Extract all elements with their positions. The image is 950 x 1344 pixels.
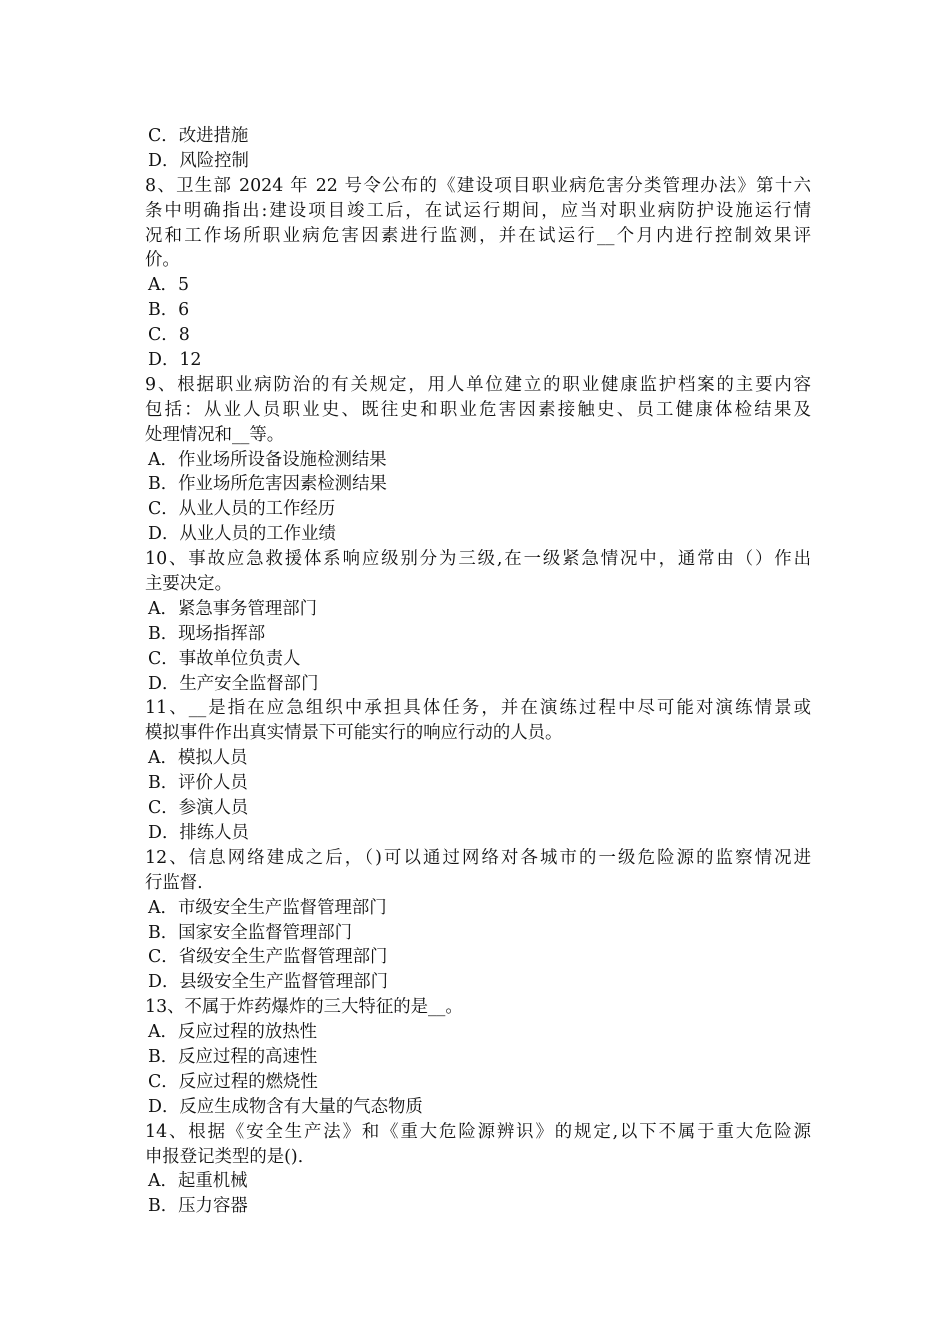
answer-option: C．反应过程的燃烧性 [148,1071,318,1092]
answer-option: B．压力容器 [148,1196,248,1217]
answer-option: C．8 [148,325,190,346]
answer-option: D．县级安全生产监督管理部门 [148,972,389,993]
question-text-line: 8、卫生部 2024 年 22 号令公布的《建设项目职业病危害分类管理办法》第十六 [145,175,811,196]
answer-option: D．生产安全监督部门 [148,673,319,694]
question-text-line: 行监督. [145,872,203,893]
answer-option: C．省级安全生产监督管理部门 [148,947,388,968]
answer-option: B．6 [148,300,190,321]
answer-option: C．参演人员 [148,798,249,819]
answer-option: B．作业场所危害因素检测结果 [148,474,387,495]
answer-option: D．反应生成物含有大量的气态物质 [148,1096,423,1117]
question-text-line: 11、__是指在应急组织中承担具体任务，并在演练过程中尽可能对演练情景或 [145,698,811,719]
answer-option: A．5 [148,275,190,296]
answer-option: A．模拟人员 [148,748,248,769]
answer-option: B．国家安全监督管理部门 [148,922,353,943]
answer-option: A．紧急事务管理部门 [148,598,318,619]
question-text-line: 包括：从业人员职业史、既往史和职业危害因素接触史、员工健康体检结果及 [145,399,811,420]
answer-option: A．起重机械 [148,1171,248,1192]
answer-option: A．作业场所设备设施检测结果 [148,449,387,470]
question-text-line: 13、不属于炸药爆炸的三大特征的是__。 [145,997,463,1018]
answer-option: D．12 [148,350,202,371]
question-text-line: 处理情况和__等。 [145,424,285,445]
question-text-line: 条中明确指出:建设项目竣工后，在试运行期间，应当对职业病防护设施运行情 [145,200,811,221]
question-text-line: 12、信息网络建成之后，（)可以通过网络对各城市的一级危险源的监察情况进 [145,847,811,868]
answer-option: B．现场指挥部 [148,623,266,644]
answer-option: C．事故单位负责人 [148,648,301,669]
answer-option: D．排练人员 [148,822,249,843]
answer-option: B．反应过程的高速性 [148,1046,318,1067]
answer-option: D．风险控制 [148,150,249,171]
question-text-line: 申报登记类型的是()． [145,1146,316,1167]
question-text-line: 主要决定。 [145,574,232,595]
question-text-line: 况和工作场所职业病危害因素进行监测，并在试运行__个月内进行控制效果评 [145,225,811,246]
document-page [145,124,811,1219]
answer-option: D．从业人员的工作业绩 [148,524,336,545]
answer-option: B．评价人员 [148,773,248,794]
question-text-line: 14、根据《安全生产法》和《重大危险源辨识》的规定,以下不属于重大危险源 [145,1121,811,1142]
question-text-line: 10、事故应急救援体系响应级别分为三级,在一级紧急情况中，通常由（）作出 [145,549,811,570]
answer-option: C．从业人员的工作经历 [148,499,336,520]
answer-option: A．市级安全生产监督管理部门 [148,897,387,918]
question-text-line: 价。 [145,250,180,271]
answer-option: A．反应过程的放热性 [148,1022,318,1043]
answer-option: C．改进措施 [148,126,249,146]
question-text-line: 模拟事件作出真实情景下可能实行的响应行动的人员。 [145,723,563,744]
question-text-line: 9、根据职业病防治的有关规定，用人单位建立的职业健康监护档案的主要内容 [145,374,811,395]
